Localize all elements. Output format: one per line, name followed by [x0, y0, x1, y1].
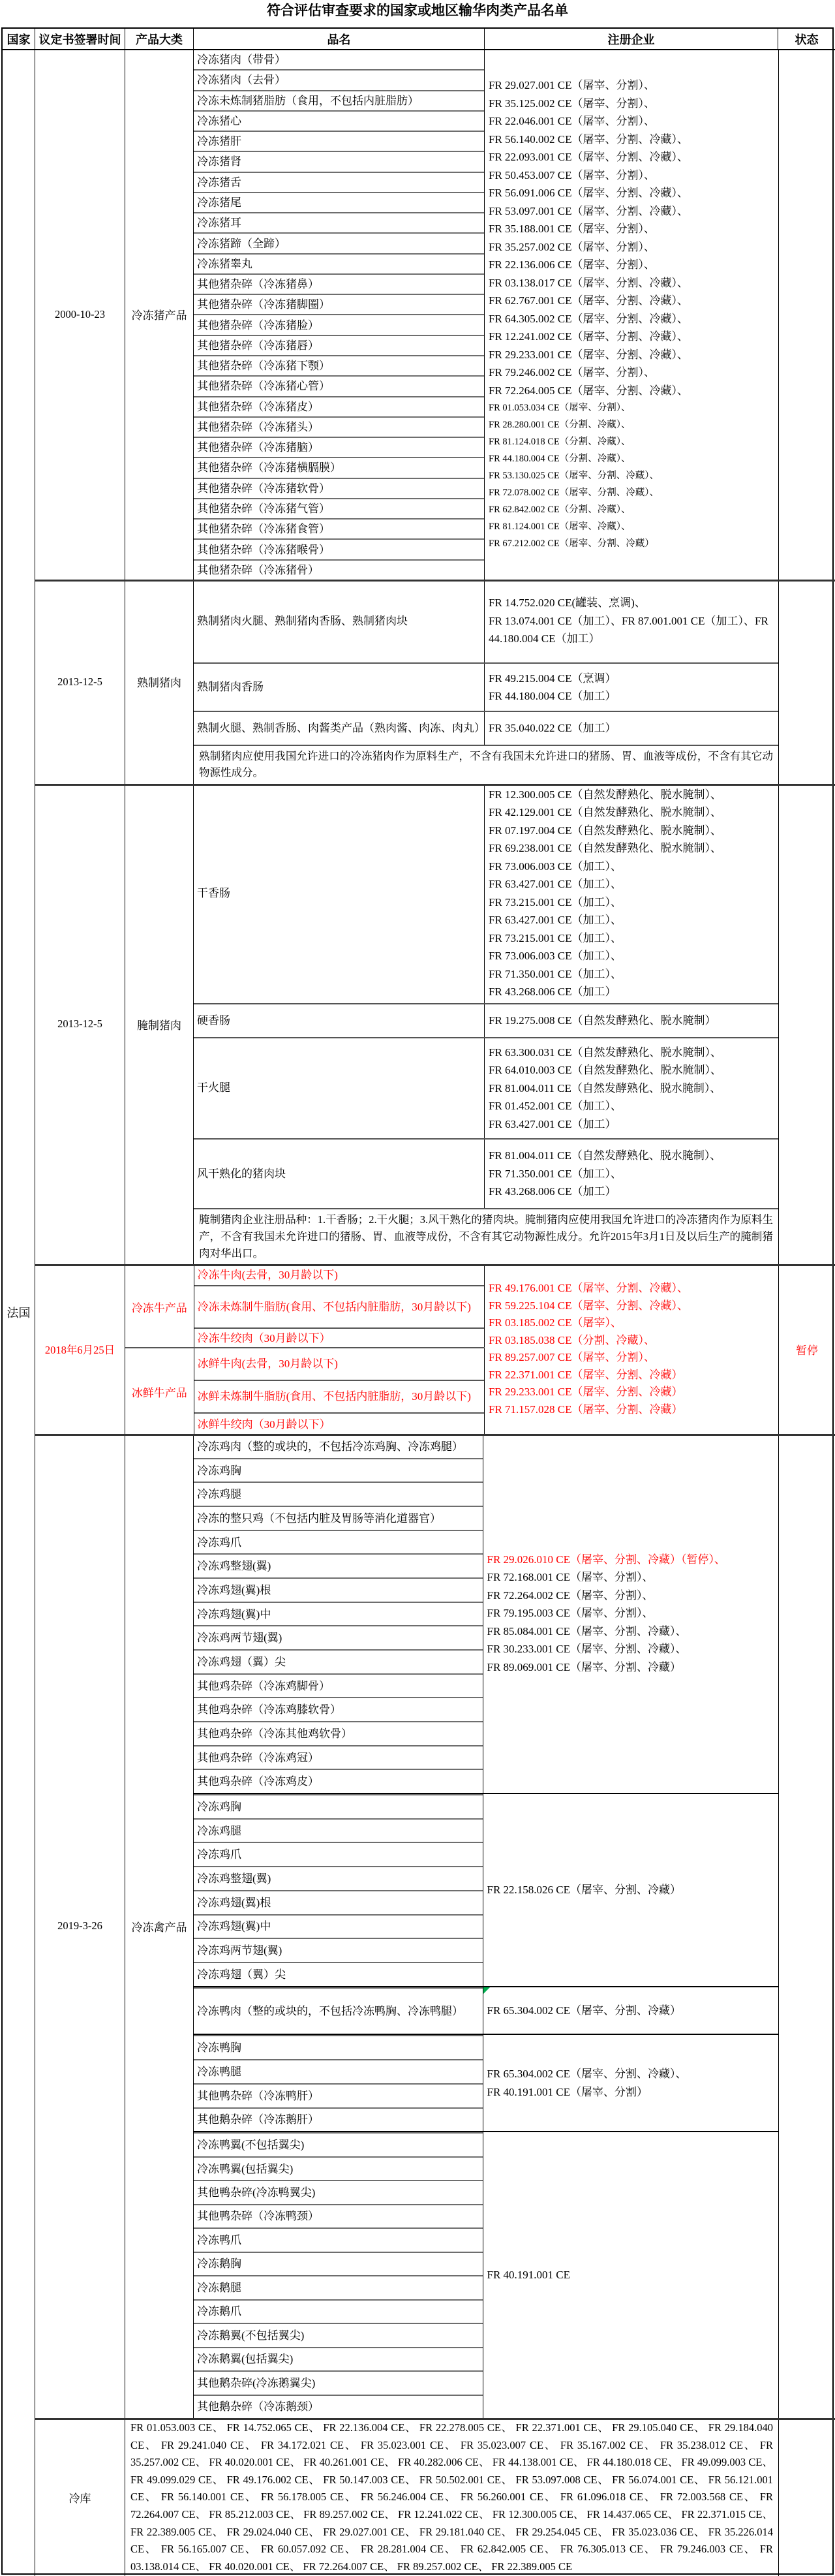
company-entry: FR 01.452.001 CE（加工）、 — [489, 1100, 622, 1113]
product-row: 冷冻的整只鸡（不包括内脏及胃肠等消化道器官） — [194, 1506, 483, 1530]
company-entry: FR 22.371.001 CE（屠宰、分割、冷藏） — [489, 1368, 683, 1381]
company-cell — [483, 1794, 778, 1985]
protocol-date: 2000-10-23 — [35, 49, 125, 580]
table-row — [194, 784, 778, 1003]
company-entry: FR 79.246.002 CE（屠宰、分割）、 — [489, 366, 656, 379]
section-pork-frozen — [35, 49, 835, 580]
company-list-small — [489, 399, 778, 552]
company-entry: FR 03.185.038 CE（分割、冷藏）、 — [489, 1333, 656, 1346]
product-row: 其他鸡杂碎（冷冻其他鸡软骨） — [194, 1721, 483, 1745]
table-row — [194, 662, 778, 711]
product-row: 其他猪杂碎（冷冻猪骨） — [194, 559, 484, 580]
product-row: 冷冻鸭翼(包括翼尖) — [194, 2156, 483, 2180]
product-row: 冷冻鸡翅(翼)根 — [194, 1577, 483, 1602]
company-entry: FR 19.275.008 CE（自然发酵熟化、脱水腌制） — [489, 1014, 716, 1027]
category-label: 腌制猪肉 — [125, 784, 194, 1264]
company-entry: FR 29.027.001 CE（屠宰、分割）、 — [489, 79, 656, 91]
poultry-group-4 — [194, 2034, 778, 2131]
company-entry: FR 89.257.007 CE（屠宰、分割）、 — [489, 1351, 656, 1363]
company-entry: FR 50.453.007 CE（屠宰、分割）、 — [489, 168, 656, 181]
status-cell — [778, 49, 835, 580]
status-cell — [778, 1434, 835, 2418]
cold-storage-companies: FR 01.053.003 CE、 FR 14.752.065 CE、 FR 22.136.004 CE、 FR 22.278.005 CE、 FR 22.371.001 CE、 FR 29.105.040 CE、 FR 29.184.040 CE、 FR 29.241.040 CE、 FR 34.172.021 CE、 FR 35.023.001 CE、 FR 35.023.007 CE、 FR 35.167.002 CE、 FR 35.238.012 CE、 FR 35.257.002 CE、 FR 40.020.001 CE、 FR 40.261.001 CE、 FR 40.282.006 CE、 FR 44.138.001 CE、 FR 44.180.018 CE、 FR 49.099.003 CE、 FR 49.099.029 CE、 FR 49.176.002 CE、 FR 50.147.003 CE、 FR 50.502.001 CE、 FR 53.097.008 CE、 FR 56.074.001 CE、 FR 56.121.001 CE、 FR 56.140.001 CE、 FR 56.178.005 CE、 FR 56.246.004 CE、 FR 56.260.001 CE、 FR 61.096.018 CE、 FR 72.003.568 CE、 FR 72.264.007 CE、 FR 85.212.003 CE、 FR 89.257.002 CE、 FR 12.241.022 CE、 FR 12.300.005 CE、 FR 14.437.065 CE、 FR 22.371.015 CE、 FR 22.389.005 CE、 FR 29.024.040 CE、 FR 29.027.001 CE、 FR 29.181.040 CE、 FR 29.254.045 CE、 FR 35.023.036 CE、 FR 35.226.014 CE、 FR 56.165.007 CE、 FR 60.057.092 CE、 FR 28.281.004 CE、 FR 62.842.005 CE、 FR 76.305.013 CE、 FR 79.246.003 CE、 FR 03.138.014 CE、 FR 40.020.001 CE、 FR 72.264.007 CE、 FR 89.257.002 CE、 FR 22.389.005 CE — [130, 2421, 773, 2573]
category-label: 冰鲜牛产品 — [125, 1348, 194, 1435]
product-row: 冷冻鸡翅(翼)中 — [194, 1914, 483, 1938]
company-cell — [485, 1264, 778, 1434]
product-row: 冷冻未炼制牛脂肪(食用、不包括内脏脂肪，30月龄以下) — [194, 1285, 484, 1327]
company-cell — [483, 2132, 778, 2418]
status-cell — [778, 2418, 835, 2576]
table-row — [194, 580, 778, 662]
company-cell — [485, 1140, 778, 1208]
product-row: 冷冻鸭爪 — [194, 2227, 483, 2251]
company-cell — [485, 1004, 778, 1037]
product-row: 其他鸭杂碎（冷冻鸭颈） — [194, 2204, 483, 2227]
product-name: 熟制火腿、熟制香肠、肉酱类产品（熟肉酱、肉冻、肉丸） — [194, 712, 485, 745]
company-entry: FR 40.191.001 CE — [487, 2269, 571, 2282]
product-row: 冷冻鹅爪 — [194, 2299, 483, 2323]
product-row: 冷冻鸡两节翅(翼) — [194, 1938, 483, 1962]
products-table — [1, 27, 834, 2575]
col-header-country: 国家 — [3, 29, 35, 49]
product-row: 冷冻猪肉（带骨） — [194, 49, 484, 69]
product-row: 其他鸡杂碎（冷冻鸡膝软骨） — [194, 1697, 483, 1721]
product-row: 其他鸭杂碎(冷冻鸭翼尖) — [194, 2180, 483, 2203]
section-divider — [35, 1264, 835, 1266]
company-entry: FR 71.350.001 CE（加工）、 — [489, 967, 622, 980]
company-entry: FR 73.006.003 CE（加工）、 — [489, 860, 622, 873]
product-row: 冷冻鹅翼(包括翼尖) — [194, 2347, 483, 2370]
company-entry: FR 44.180.004 CE（分割、冷藏）、 — [489, 454, 631, 464]
product-row: 其他鸡杂碎（冷冻鸡脚骨） — [194, 1673, 483, 1698]
company-entry: FR 73.006.003 CE（加工）、 — [489, 950, 622, 963]
product-row: 冷冻鸡整翅(翼) — [194, 1866, 483, 1890]
company-list-large — [489, 76, 778, 399]
product-row: 其他鹅杂碎（冷冻鹅颈） — [194, 2395, 483, 2418]
company-entry: FR 79.195.003 CE（屠宰、分割）、 — [487, 1607, 654, 1620]
status-cell — [778, 580, 835, 784]
product-row: 冷冻鸭胸 — [194, 2035, 483, 2059]
col-header-company: 注册企业 — [485, 29, 778, 49]
company-entry: FR 12.300.005 CE（自然发酵熟化、脱水腌制）、 — [489, 788, 722, 801]
company-entry: FR 72.078.002 CE（屠宰、分割、冷藏）、 — [489, 488, 660, 498]
product-row: 冷冻鸡胸 — [194, 1458, 483, 1482]
product-row: 冷冻鸡爪 — [194, 1530, 483, 1554]
poultry-group-2 — [194, 1793, 778, 1985]
product-name: 干火腿 — [194, 1038, 485, 1139]
col-header-date: 议定书签署时间 — [35, 29, 125, 49]
section-divider — [35, 1434, 835, 1436]
company-entry: FR 72.168.001 CE（屠宰、分割）、 — [487, 1571, 654, 1584]
product-row: 其他猪杂碎（冷冻猪鼻） — [194, 273, 484, 294]
product-row: 其他鸡杂碎（冷冻鸡皮） — [194, 1769, 483, 1793]
company-entry: FR 44.180.004 CE（加工） — [489, 690, 616, 702]
protocol-date: 2013-12-5 — [35, 784, 125, 1264]
category-label: 熟制猪肉 — [125, 580, 194, 784]
company-entry: FR 63.427.001 CE（加工） — [489, 1117, 616, 1130]
company-entry: FR 22.046.001 CE（屠宰、分割）、 — [489, 115, 656, 127]
table-row — [194, 711, 778, 745]
product-row: 其他猪杂碎（冷冻猪气管） — [194, 498, 484, 518]
col-header-product: 品名 — [194, 29, 485, 49]
section-beef — [35, 1264, 835, 1434]
section-note: 熟制猪肉应使用我国允许进口的冷冻猪肉作为原料生产，不含有我国未允许进口的猪肠、胃、血液等成份，不含有其它动物源性成分。 — [194, 745, 778, 784]
beef-group-chilled — [125, 1347, 485, 1435]
product-name: 熟制猪肉香肠 — [194, 664, 485, 711]
product-row: 冷冻未炼制猪脂肪（食用，不包括内脏脂肪） — [194, 90, 484, 110]
product-row: 冷冻鸡腿 — [194, 1818, 483, 1842]
company-cell — [485, 49, 778, 580]
beef-group-frozen — [125, 1264, 485, 1348]
poultry-group-5 — [194, 2131, 778, 2418]
company-entry: FR 28.280.001 CE（分割、冷藏）、 — [489, 420, 631, 430]
product-row: 冰鲜未炼制牛脂肪(食用、不包括内脏脂肪，30月龄以下) — [194, 1380, 484, 1412]
status-cell — [778, 784, 835, 1264]
product-row: 其他猪杂碎（冷冻猪食管） — [194, 518, 484, 538]
product-list — [194, 1794, 483, 1985]
product-row: 冷冻猪心 — [194, 110, 484, 131]
company-entry: FR 07.197.004 CE（自然发酵熟化、脱水腌制）、 — [489, 824, 722, 837]
product-row: 冷冻鸡翅(翼)根 — [194, 1890, 483, 1914]
company-cell — [485, 784, 778, 1003]
col-header-category: 产品大类 — [125, 29, 194, 49]
product-name: 硬香肠 — [194, 1004, 485, 1037]
company-entry: FR 59.225.104 CE（屠宰、分割、冷藏）、 — [489, 1299, 689, 1312]
company-entry: FR 63.300.031 CE（自然发酵熟化、脱水腌制）、 — [489, 1046, 722, 1059]
company-entry: FR 67.212.002 CE（屠宰、分割、冷藏） — [489, 538, 654, 549]
product-row: 冷冻鸭腿 — [194, 2059, 483, 2083]
company-entry: FR 29.233.001 CE（屠宰、分割、冷藏）、 — [489, 348, 689, 361]
company-list — [487, 2002, 778, 2020]
section-pork-cured — [35, 784, 835, 1264]
company-entry: FR 56.091.006 CE（屠宰、分割、冷藏）、 — [489, 187, 689, 199]
section-note: 腌制猪肉企业注册品种：1.干香肠；2.干火腿；3.风干熟化的猪肉块。腌制猪肉应使用我国允许进口的冷冻猪肉作为原料生产，不含有我国未允许进口的猪肠、胃、血液等成份，不含有其它动物源性成分。允许2015年3月1日及以后生产的腌制猪肉对华出口。 — [194, 1208, 778, 1264]
product-row: 其他猪杂碎（冷冻猪心管） — [194, 375, 484, 396]
product-row: 冷冻猪蹄（全蹄） — [194, 232, 484, 253]
product-row: 其他猪杂碎（冷冻猪脚圈） — [194, 294, 484, 314]
company-entry: FR 42.129.001 CE（自然发酵熟化、脱水腌制）、 — [489, 806, 722, 819]
section-divider — [35, 784, 835, 786]
status-badge: 暂停 — [778, 1264, 835, 1434]
company-entry: FR 69.238.001 CE（自然发酵熟化、脱水腌制）、 — [489, 842, 722, 855]
company-entry: FR 35.188.001 CE（屠宰、分割）、 — [489, 223, 656, 235]
company-entry: FR 14.752.020 CE(罐装、烹调)、 — [489, 597, 646, 610]
product-row: 冷冻鸡胸 — [194, 1794, 483, 1818]
company-cell — [485, 664, 778, 711]
product-row: 冷冻鸡翅（翼）尖 — [194, 1962, 483, 1986]
product-row: 冷冻猪肾 — [194, 151, 484, 171]
table-row — [194, 1138, 778, 1208]
product-row: 冷冻猪肉（去骨） — [194, 69, 484, 89]
company-entry: FR 81.124.001 CE（屠宰、冷藏）、 — [489, 521, 631, 532]
company-entry: FR 29.233.001 CE（屠宰、分割、冷藏） — [489, 1386, 683, 1398]
product-row: 冷冻猪尾 — [194, 192, 484, 212]
company-entry: FR 73.215.001 CE（加工）、 — [489, 931, 622, 944]
product-row: 冷冻鸡翅（翼）尖 — [194, 1649, 483, 1673]
product-row: 冷冻鸡翅(翼)中 — [194, 1602, 483, 1626]
company-entry: FR 29.026.010 CE（屠宰、分割、冷藏）（暂停）、 — [487, 1553, 726, 1566]
company-entry: FR 22.136.006 CE（屠宰、分割）、 — [489, 258, 656, 271]
product-list — [194, 2035, 483, 2131]
product-row: 其他猪杂碎（冷冻猪横膈膜） — [194, 457, 484, 477]
page-title: 符合评估审查要求的国家或地区输华肉类产品名单 — [267, 3, 568, 18]
company-entry: FR 22.158.026 CE（屠宰、分割、冷藏） — [487, 1884, 682, 1897]
company-cell — [483, 1434, 778, 1793]
company-entry: FR 12.241.002 CE（屠宰、分割、冷藏）、 — [489, 330, 689, 343]
company-entry: FR 03.138.017 CE（屠宰、分割、冷藏）、 — [489, 276, 689, 289]
product-row: 其他鹅杂碎（冷冻鹅肝） — [194, 2107, 483, 2132]
company-cell — [483, 2035, 778, 2131]
company-entry: FR 81.124.018 CE（分割、冷藏）、 — [489, 437, 631, 447]
company-entry: FR 85.084.001 CE（屠宰、分割、冷藏）、 — [487, 1624, 687, 1637]
product-row: 冷冻鸭翼(不包括翼尖) — [194, 2132, 483, 2156]
poultry-group-3 — [194, 1986, 778, 2034]
company-entry: 44.180.004 CE（加工） — [489, 632, 600, 645]
table-row — [194, 1003, 778, 1037]
company-cell — [483, 1987, 778, 2034]
product-list — [194, 1434, 483, 1793]
company-entry: FR 73.215.001 CE（加工）、 — [489, 895, 622, 908]
company-entry: FR 65.304.002 CE（屠宰、分割、冷藏）、 — [487, 2068, 687, 2081]
product-row: 冷冻鸡腿 — [194, 1482, 483, 1506]
company-entry: FR 72.264.002 CE（屠宰、分割）、 — [487, 1589, 654, 1602]
company-entry: FR 35.040.022 CE（加工） — [489, 722, 616, 735]
section-cold-storage — [35, 2418, 835, 2576]
cold-storage-label: 冷库 — [35, 2418, 125, 2576]
product-row: 其他猪杂碎（冷冻猪软骨） — [194, 478, 484, 498]
section-pork-cooked — [35, 580, 835, 784]
company-entry: FR 35.125.002 CE（屠宰、分割）、 — [489, 97, 656, 110]
protocol-date: 2019-3-26 — [35, 1434, 125, 2418]
product-row: 其他鸡杂碎（冷冻鸡冠） — [194, 1745, 483, 1769]
product-name: 干香肠 — [194, 784, 485, 1003]
product-row: 冷冻鸡整翅(翼) — [194, 1553, 483, 1577]
product-row: 其他猪杂碎（冷冻猪头） — [194, 416, 484, 437]
company-entry: FR 64.010.003 CE（自然发酵熟化、脱水腌制）、 — [489, 1064, 722, 1077]
country-cell: 法国 — [3, 49, 35, 2576]
protocol-date: 2018年6月25日 — [35, 1264, 125, 1434]
company-entry: FR 30.233.001 CE（屠宰、分割、冷藏）、 — [487, 1643, 687, 1656]
product-row: 冷冻鸡两节翅(翼) — [194, 1625, 483, 1649]
product-row: 其他猪杂碎（冷冻猪唇） — [194, 335, 484, 355]
product-row: 冷冻鹅翼(不包括翼尖) — [194, 2323, 483, 2346]
table-row — [194, 1037, 778, 1139]
company-entry: FR 53.130.025 CE（屠宰、分割、冷藏）、 — [489, 471, 660, 481]
product-row: 其他猪杂碎（冷冻猪皮） — [194, 396, 484, 416]
cell-corner-marker — [483, 1987, 490, 1994]
product-row: 其他猪杂碎（冷冻猪下颚） — [194, 355, 484, 375]
product-row: 冷冻鸡爪 — [194, 1842, 483, 1866]
company-entry: FR 72.264.005 CE（屠宰、分割、冷藏）、 — [489, 384, 689, 397]
product-list — [194, 2132, 483, 2418]
company-entry: FR 64.305.002 CE（屠宰、分割、冷藏）、 — [489, 312, 689, 325]
company-entry: FR 01.053.034 CE（屠宰、分割）、 — [489, 403, 631, 413]
product-row: 冰鲜牛绞肉（30月龄以下） — [194, 1412, 484, 1435]
company-entry: FR 63.427.001 CE（加工）、 — [489, 914, 622, 927]
category-label: 冷冻牛产品 — [125, 1265, 194, 1348]
company-entry: FR 43.268.006 CE（加工） — [489, 985, 616, 999]
product-row: 冷冻猪耳 — [194, 212, 484, 232]
poultry-group-1 — [194, 1434, 778, 1793]
product-row: 冷冻鹅胸 — [194, 2252, 483, 2275]
product-name: 熟制猪肉火腿、熟制猪肉香肠、熟制猪肉块 — [194, 580, 485, 662]
product-row: 冷冻猪睾丸 — [194, 253, 484, 273]
product-row: 其他鸭杂碎（冷冻鸭肝） — [194, 2083, 483, 2107]
company-entry: FR 49.215.004 CE（烹调） — [489, 672, 616, 685]
product-row: 其他猪杂碎（冷冻猪喉骨） — [194, 538, 484, 559]
company-entry: FR 03.185.002 CE（屠宰）、 — [489, 1316, 622, 1329]
company-entry: FR 53.097.001 CE（屠宰、分割、冷藏）、 — [489, 204, 689, 217]
company-entry: FR 89.069.001 CE（屠宰、分割、冷藏） — [487, 1660, 682, 1673]
section-divider — [35, 2418, 835, 2420]
company-entry: FR 63.427.001 CE（加工）、 — [489, 878, 622, 891]
company-entry: FR 62.842.002 CE（分割、冷藏）、 — [489, 504, 631, 515]
company-entry: FR 71.350.001 CE（加工）、 — [489, 1167, 622, 1180]
product-list — [194, 49, 485, 580]
product-row: 其他鹅杂碎(冷冻鹅翼尖) — [194, 2370, 483, 2394]
product-list — [194, 1987, 483, 2034]
company-entry: FR 13.074.001 CE（加工）、FR 87.001.001 CE（加工）、FR — [489, 614, 768, 627]
section-poultry — [35, 1434, 835, 2418]
company-entry: FR 65.304.002 CE（屠宰、分割、冷藏） — [487, 2004, 682, 2017]
company-entry: FR 56.140.002 CE（屠宰、分割、冷藏）、 — [489, 132, 689, 146]
product-row: 冰鲜牛肉(去骨，30月龄以下) — [197, 1358, 338, 1370]
company-entry: FR 81.004.011 CE（自然发酵熟化、脱水腌制）、 — [489, 1081, 721, 1094]
product-name: 风干熟化的猪肉块 — [194, 1140, 485, 1208]
product-row: 冷冻猪肝 — [194, 131, 484, 151]
product-row: 冷冻猪舌 — [194, 172, 484, 192]
company-entry: FR 81.004.011 CE（自然发酵熟化、脱水腌制）、 — [489, 1149, 721, 1162]
company-cell — [485, 712, 778, 745]
product-row: 其他猪杂碎（冷冻猪脸） — [194, 314, 484, 334]
category-label: 冷冻禽产品 — [125, 1434, 194, 2418]
product-row: 其他猪杂碎（冷冻猪脑） — [194, 437, 484, 457]
category-label: 冷冻猪产品 — [125, 49, 194, 580]
header-divider — [3, 49, 835, 50]
col-header-status: 状态 — [795, 33, 819, 46]
company-entry: FR 22.093.001 CE（屠宰、分割、冷藏）、 — [489, 151, 689, 163]
company-entry: FR 40.191.001 CE（屠宰、分割） — [487, 2085, 648, 2098]
company-entry: FR 49.176.001 CE（屠宰、分割、冷藏）、 — [489, 1282, 689, 1294]
product-row: 冷冻牛肉(去骨，30月龄以下) — [197, 1269, 338, 1281]
company-cell — [485, 1038, 778, 1139]
section-divider — [35, 580, 835, 582]
protocol-date: 2013-12-5 — [35, 580, 125, 784]
company-entry: FR 62.767.001 CE（屠宰、分割、冷藏）、 — [489, 294, 689, 307]
product-row: 冷冻鹅腿 — [194, 2275, 483, 2299]
company-entry: FR 71.157.028 CE（屠宰、分割、冷藏） — [489, 1403, 683, 1416]
company-entry: FR 35.257.002 CE（屠宰、分割）、 — [489, 240, 656, 253]
company-entry: FR 43.268.006 CE（加工） — [489, 1185, 616, 1198]
product-row: 冷冻牛绞肉（30月龄以下） — [194, 1327, 484, 1348]
product-row: 冷冻鸡肉（整的或块的，不包括冷冻鸡胸、冷冻鸡腿） — [194, 1434, 483, 1458]
product-row: 冷冻鸭肉（整的或块的，不包括冷冻鸭胸、冷冻鸭腿） — [194, 1987, 483, 2034]
company-cell — [485, 580, 778, 662]
